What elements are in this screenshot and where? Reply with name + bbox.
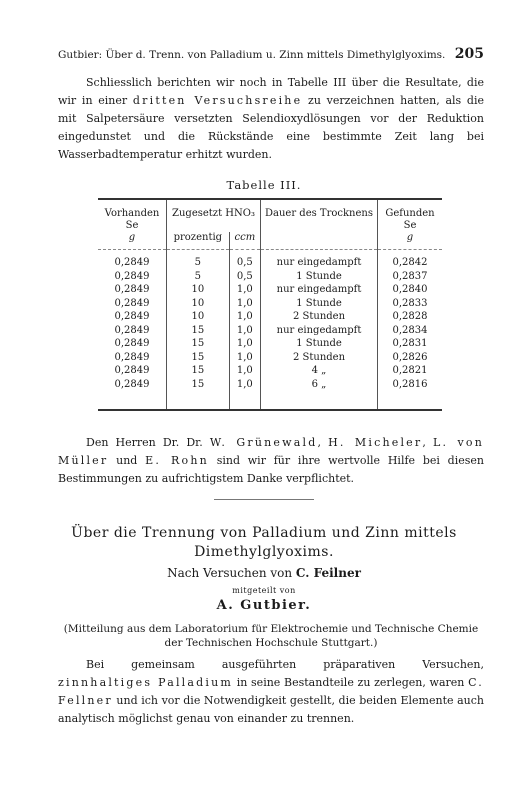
table-row [98, 250, 442, 270]
cell-prozentig: 15 [167, 324, 230, 338]
table-row [98, 337, 442, 351]
unit-ccm: ccm [229, 232, 260, 250]
running-title: Gutbier: Über d. Trenn. von Palladium u. Zinn mittels Dimethylglyoxims. [58, 49, 446, 61]
cell-gefunden: 0,2840 [378, 283, 443, 297]
cell-ccm: 0,5 [229, 250, 260, 270]
cell-gefunden: 0,2831 [378, 337, 443, 351]
cell-ccm: 1,0 [229, 364, 260, 378]
cell-dauer: 1 Stunde [261, 297, 378, 311]
byline [0, 566, 528, 580]
cell-vorhanden: 0,2849 [114, 284, 150, 295]
cell-vorhanden: 0,2849 [114, 351, 150, 363]
spaced-emphasis: zinnhaltiges Palladium [58, 676, 234, 689]
cell-vorhanden: 0,2849 [114, 311, 150, 322]
col-header-dauer: Dauer des Trocknens [261, 199, 378, 232]
cell-ccm: 1,0 [229, 378, 260, 411]
cell-ccm: 1,0 [229, 297, 260, 311]
cell-vorhanden: 0,2849 [114, 297, 150, 309]
spaced-name: H. Micheler [328, 436, 423, 449]
spaced-name: W. Grünewald [209, 436, 318, 449]
cell-gefunden: 0,2833 [378, 297, 443, 311]
cell-ccm: 0,5 [229, 270, 260, 284]
affiliation: (Mitteilung aus dem Laboratorium für Elektrochemie und Technische Chemie der Technischen Hochschule Stuttgart.) [63, 623, 479, 649]
spaced-name: E. Rohn [145, 454, 209, 467]
author-name: A. Gutbier. [216, 598, 312, 613]
table-row [98, 378, 442, 411]
spaced-name: L. von Müller [58, 436, 485, 467]
cell-ccm: 1,0 [229, 310, 260, 324]
paragraph-text: Den Herren Dr. Dr. [86, 436, 210, 449]
cell-prozentig: 10 [167, 310, 230, 324]
cell-dauer: 2 Stunden [261, 310, 378, 324]
cell-gefunden: 0,2828 [378, 310, 443, 324]
paragraph-text: , [422, 436, 433, 449]
table-title: Tabelle III. [226, 178, 302, 192]
cell-gefunden: 0,2816 [378, 378, 443, 411]
table-header-row [98, 199, 442, 232]
communicated-by: mitgeteilt von [232, 586, 296, 595]
table-body [98, 250, 442, 411]
cell-gefunden: 0,2837 [378, 270, 443, 284]
data-table [98, 198, 442, 411]
table-row [98, 324, 442, 338]
col-header-zugesetzt: Zugesetzt HNO₃ [167, 199, 261, 232]
unit-g: g [378, 232, 443, 250]
cell-gefunden: 0,2834 [378, 324, 443, 338]
paragraph-text: und ich vor die Notwendigkeit gestellt, die beiden Elemente auch analytisch möglichst genau von einander zu trennen. [58, 694, 484, 725]
col-header-vorhanden: Vorhanden Se [98, 199, 167, 232]
cell-dauer: nur eingedampft [261, 324, 378, 338]
byline-prefix: Nach Versuchen von [167, 566, 296, 580]
cell-vorhanden: 0,2849 [114, 324, 150, 336]
page-number: 205 [454, 46, 484, 62]
cell-dauer: 2 Stunden [261, 351, 378, 365]
cell-dauer: nur eingedampft [261, 283, 378, 297]
paragraph-text: und [108, 454, 146, 467]
table-unit-row [98, 232, 442, 250]
cell-vorhanden: 0,2849 [98, 378, 167, 411]
cell-prozentig: 10 [167, 297, 230, 311]
cell-prozentig: 15 [167, 337, 230, 351]
table-row [98, 351, 442, 365]
cell-ccm: 1,0 [229, 337, 260, 351]
article-title [0, 524, 528, 562]
cell-dauer: 4 „ [261, 364, 378, 378]
cell-gefunden: 0,2826 [378, 351, 443, 365]
paragraph-text: in seine Bestandteile zu zerlegen, waren [233, 676, 469, 689]
cell-vorhanden: 0,2849 [114, 365, 150, 376]
cell-ccm: 1,0 [229, 351, 260, 365]
article-title-line: Dimethylglyoxims. [194, 544, 334, 560]
unit-empty [261, 232, 378, 250]
cell-dauer: 6 „ [261, 378, 378, 411]
paragraph-text: sind wir für ihre wertvolle Hilfe bei diesen Bestimmungen zu aufrichtigstem Danke verpflichtet. [58, 454, 484, 485]
cell-gefunden: 0,2821 [378, 364, 443, 378]
cell-prozentig: 5 [167, 270, 230, 284]
paragraph-text: zu verzeichnen hatten, als die mit Salpetersäure versetzten Selendioxydlösungen vor der Reduktion eingedunstet und die Rückstände eine bestimmte Zeit lang bei Wasserbadtemperatur erhitzt wurden. [58, 94, 484, 161]
paragraph-intro [58, 656, 484, 728]
table-row [98, 364, 442, 378]
cell-dauer: 1 Stunde [261, 270, 378, 284]
cell-vorhanden: 0,2849 [114, 338, 150, 349]
running-header [58, 46, 484, 62]
paragraph-text: Schliesslich berichten wir noch in Tabelle III über die Resultate, die wir in einer [58, 76, 484, 107]
spaced-emphasis: dritten Versuchsreihe [132, 94, 303, 107]
cell-ccm: 1,0 [229, 324, 260, 338]
table-row [98, 297, 442, 311]
cell-prozentig: 15 [167, 351, 230, 365]
byline-name: C. Feilner [295, 566, 361, 580]
paragraph-thanks [58, 434, 484, 488]
cell-prozentig: 15 [167, 378, 230, 411]
col-header-gefunden: Gefunden Se [378, 199, 443, 232]
spaced-name: C. Fellner [58, 676, 484, 707]
cell-prozentig: 5 [167, 250, 230, 270]
unit-g: g [98, 232, 167, 250]
cell-vorhanden: 0,2849 [114, 270, 150, 282]
table-row [98, 310, 442, 324]
cell-dauer: 1 Stunde [261, 337, 378, 351]
cell-gefunden: 0,2842 [378, 250, 443, 270]
cell-prozentig: 15 [167, 364, 230, 378]
table-row [98, 270, 442, 284]
cell-prozentig: 10 [167, 283, 230, 297]
section-divider [214, 499, 314, 500]
cell-ccm: 1,0 [229, 283, 260, 297]
unit-prozentig: prozentig [167, 232, 230, 250]
article-title-line: Über die Trennung von Palladium und Zinn mittels [71, 525, 457, 541]
cell-dauer: nur eingedampft [261, 250, 378, 270]
cell-vorhanden: 0,2849 [114, 257, 150, 268]
table-row [98, 283, 442, 297]
paragraph-text: , [317, 436, 329, 449]
paragraph-text: Bei gemeinsam ausgeführten präparativen Versuchen, [86, 658, 484, 671]
paragraph-results [58, 74, 484, 164]
